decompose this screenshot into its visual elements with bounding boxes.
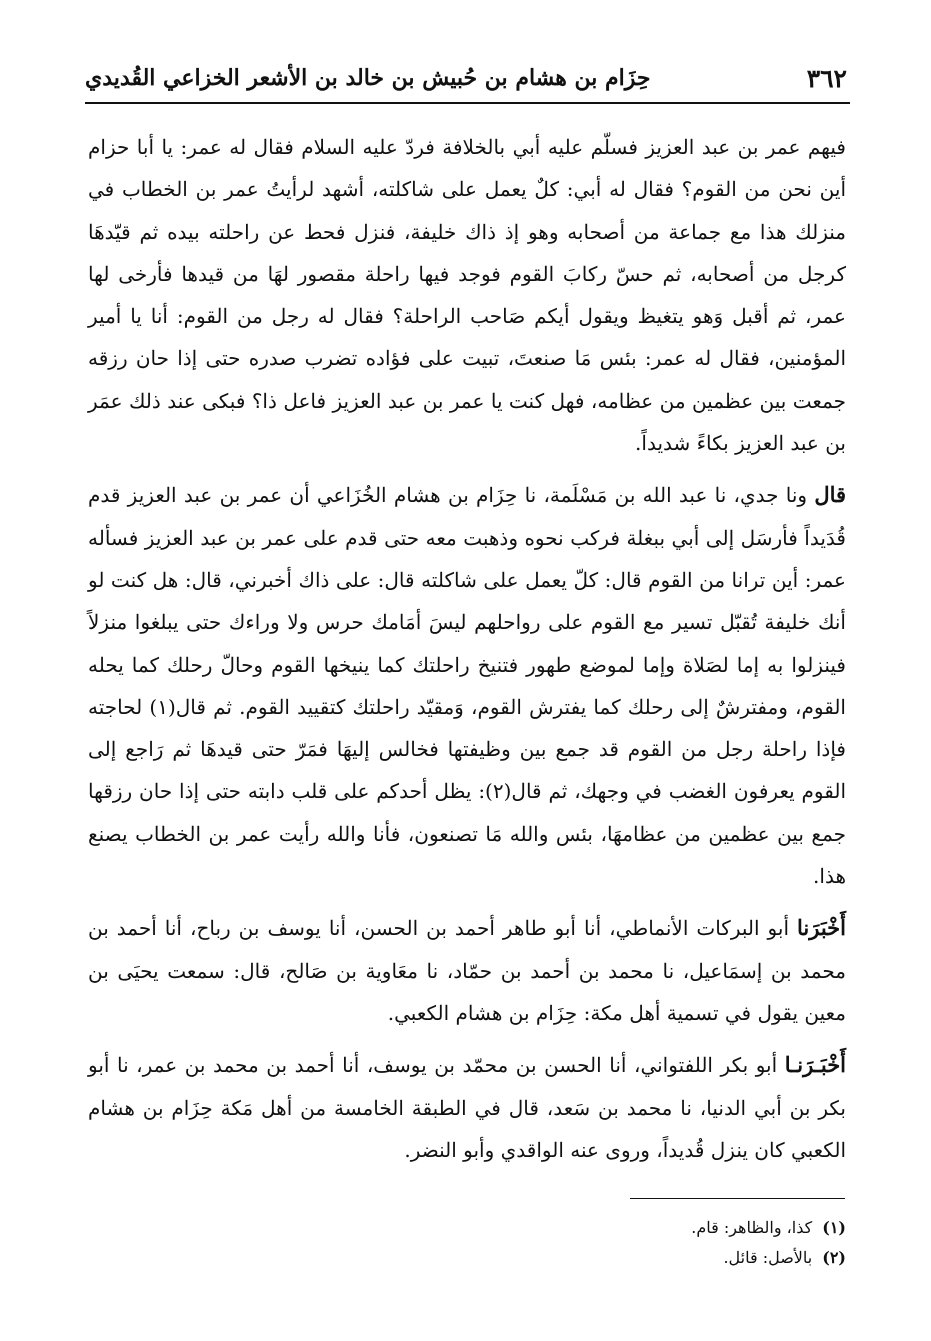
paragraph-text: أبو بكر اللفتواني، أنا الحسن بن محمّد بن يوسف، أنا أحمد بن محمد بن عمر، نا أبو بكر بن أبي الدنيا، نا محمد بن سَعد، قال في الطبقة الخامسة من أهل مَكة حِزَام بن هشام الكعبي كان ينزل قُديداً، وروى عنه الواقدي وأبو النضر.: [88, 1053, 846, 1162]
header-rule: [85, 102, 850, 104]
paragraph-lead-word: أَخْبَرَنا: [797, 915, 846, 941]
footnote-rule: [630, 1198, 845, 1199]
footnote-1: [480, 1213, 846, 1243]
footnote-2: [480, 1243, 846, 1273]
footnote-number: (١): [822, 1218, 846, 1237]
paragraph-1: [88, 126, 846, 464]
paragraph-4: [88, 1044, 846, 1171]
paragraph-2: [88, 474, 846, 897]
paragraph-3: [88, 907, 846, 1034]
page-header: [85, 56, 847, 100]
page-number: ٣٦٢: [806, 63, 847, 93]
main-text: [88, 126, 846, 1181]
running-title: حِزَام بن هشام بن حُبيش بن خالد بن الأشعر الخزاعي القُديدي: [85, 65, 651, 91]
footnote-text: بالأصل: قائل.: [723, 1248, 813, 1267]
paragraph-text: ونا جدي، نا عبد الله بن مَسْلَمة، نا حِزَام بن هشام الخُزَاعي أن عمر بن عبد العزيز قدم قُدَيداً فأرسَل إلى أبي ببغلة فركب نحوه وذهبت معه حتى قدم على عمر بن عبد العزيز فسأله عمر: أين ترانا من القوم قال: كلّ يعمل على شاكلته قال: على ذاك أخبرني، قال: هل كنت لو أنك خليفة تُقبّل تسير مع القوم على رواحلهم ليسَ أمَامك حرس ولا وراءك حتى يبلغوا منزلاً فينزلوا به إما لصَلاة وإما لموضع طهور فتنيخ راحلتك كما ينيخها القوم وحالّ رحلك كما يحله القوم، ومفترشٌ إلى رحلك كما يفترش القوم، وَمقيّد راحلتك كتقييد القوم. ثم قال(١) لحاجته فإذا راحلة رجل من القوم قد جمع بين وظيفتها فخالس إليهَا فمَرّ حتى قيدهَا ثم رَاجع إلى القوم يعرفون الغضب في وجهك، ثم قال(٢): يظل أحدكم على قلب دابته حتى إذا حان رزقها جمع بين عظمين من عظامهَا، بئس والله مَا تصنعون، فأنا والله رأيت عمر بن الخطاب يصنع هذا.: [88, 483, 846, 889]
footnote-text: كذا، والظاهر: قام.: [691, 1218, 813, 1237]
footnote-number: (٢): [822, 1248, 846, 1267]
paragraph-text: أبو البركات الأنماطي، أنا أبو طاهر أحمد بن الحسن، أنا يوسف بن رباح، أنا أحمد بن محمد بن إسمَاعيل، نا محمد بن أحمد بن حمّاد، نا معَاوية بن صَالح، قال: سمعت يحيَى بن معين يقول في تسمية أهل مكة: حِزَام بن هشام الكعبي.: [88, 916, 846, 1025]
paragraph-lead-word: أَخْبَـرَنـا: [784, 1052, 847, 1078]
footnotes: [480, 1213, 846, 1273]
paragraph-lead-word: قال: [814, 482, 847, 508]
paragraph-text: فيهم عمر بن عبد العزيز فسلّم عليه أبي بالخلافة فردّ عليه السلام فقال له عمر: يا أبا حزام أين نحن من القوم؟ فقال له أبي: كلٌ يعمل على شاكلته، أشهد لرأيتُ عمر بن الخطاب في منزلك هذا مع جماعة من أصحابه وهو إذ ذاك خليفة، فنزل فحط عن راحلته بيده ثم قيّدهَا كرجل من أصحابه، ثم حسّ ركابَ القوم فوجد فيها راحلة مقصور لهَا من قيدها فأرخى لها عمر، ثم أقبل وَهو يتغيظ ويقول أيكم صَاحب الراحلة؟ فقال له رجل من القوم: أنا يا أمير المؤمنين، فقال له عمر: بئس مَا صنعتَ، تبيت على فؤاده تضرب صدره حتى إذا حان رزقه جمعت بين عظمين من عظامه، فهل كنت يا عمر بن عبد العزيز فاعل ذا؟ فبكى عند ذلك عمَر بن عبد العزيز بكاءً شديداً.: [88, 135, 846, 456]
